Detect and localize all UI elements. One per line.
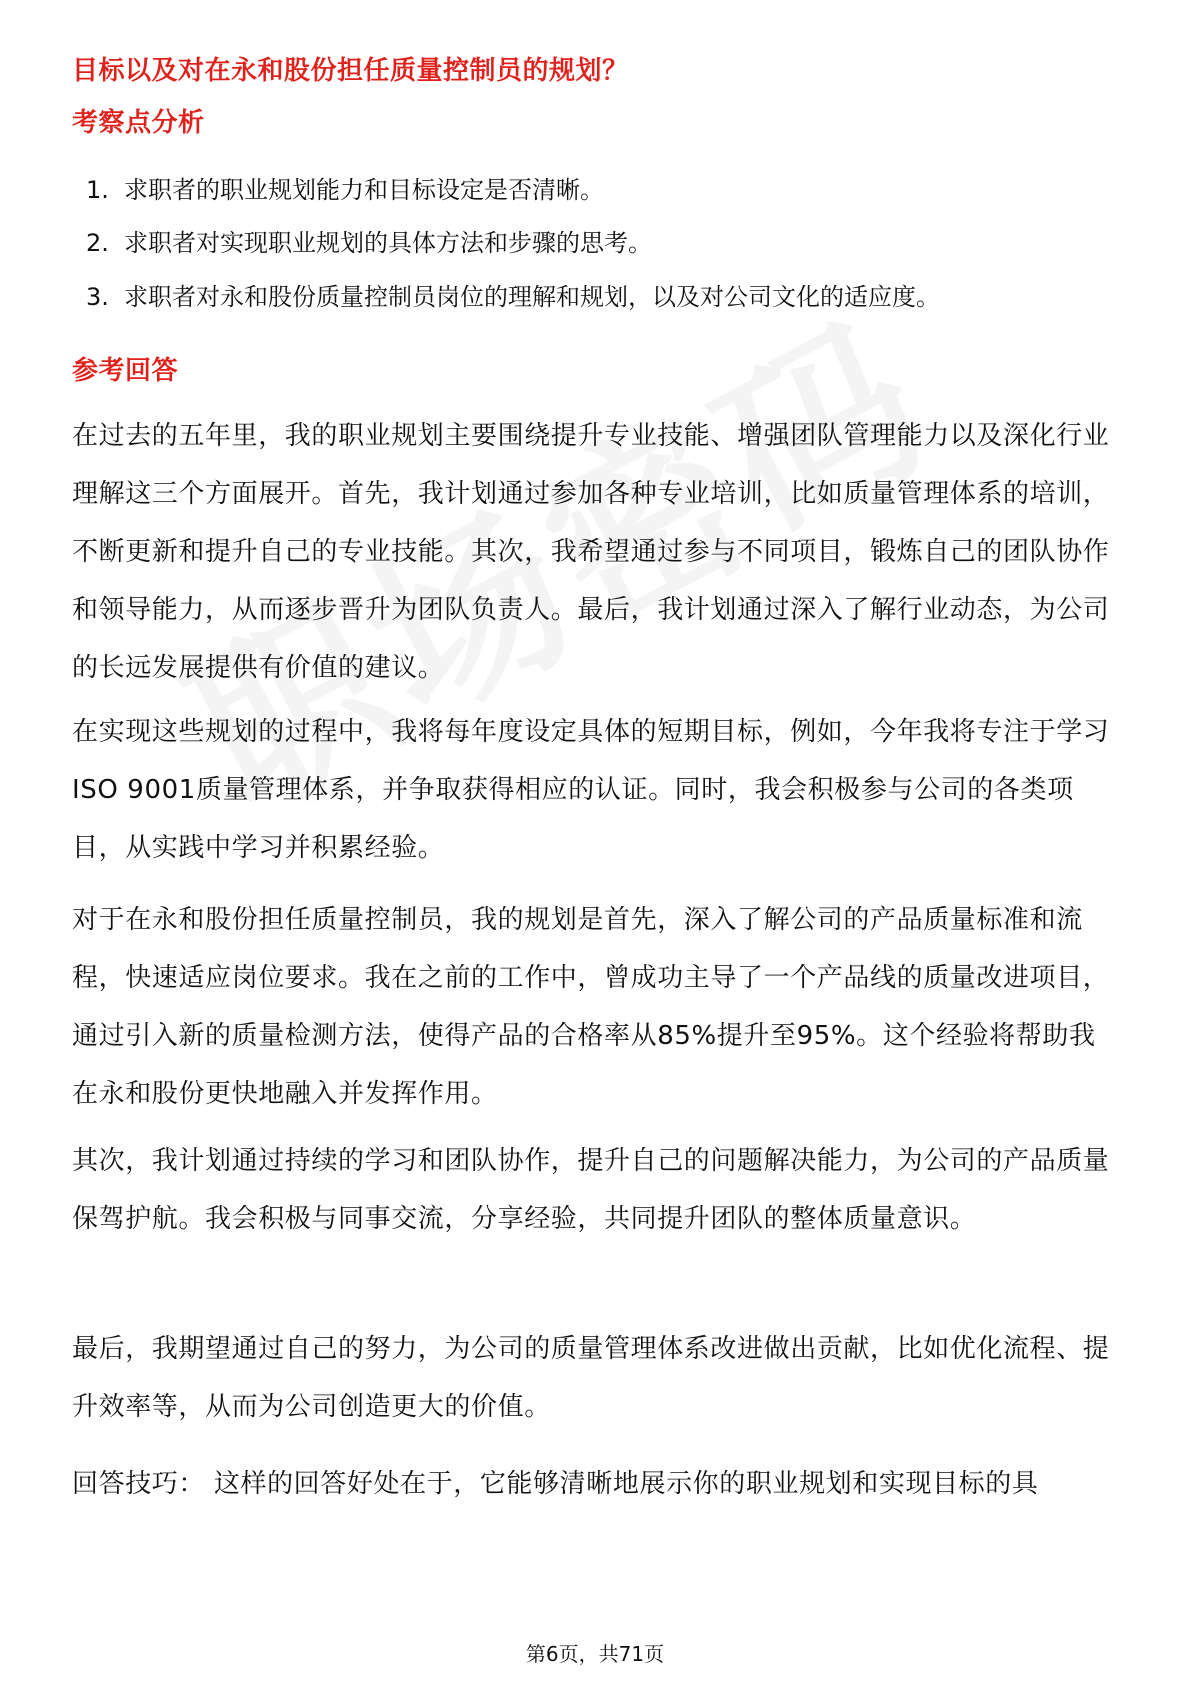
answer-tip-paragraph: 回答技巧： 这样的回答好处在于，它能够清晰地展示你的职业规划和实现目标的具	[72, 1469, 1039, 1499]
answer-heading: 参考回答	[72, 356, 179, 386]
analysis-item-text: 求职者对永和股份质量控制员岗位的理解和规划，以及对公司文化的适应度。	[124, 283, 940, 311]
analysis-item	[86, 280, 940, 314]
answer-paragraph: 其次，我计划通过持续的学习和团队协作，提升自己的问题解决能力，为公司的产品质量保驾护航。我会积极与同事交流，分享经验，共同提升团队的整体质量意识。	[72, 1146, 1110, 1234]
analysis-item-number: 2.	[86, 229, 109, 257]
analysis-item-text: 求职者对实现职业规划的具体方法和步骤的思考。	[124, 229, 652, 257]
analysis-item-number: 1.	[86, 176, 109, 204]
analysis-item-number: 3.	[86, 283, 109, 311]
answer-paragraph: 对于在永和股份担任质量控制员，我的规划是首先，深入了解公司的产品质量标准和流程，快速适应岗位要求。我在之前的工作中，曾成功主导了一个产品线的质量改进项目，通过引入新的质量检测方法，使得产品的合格率从85%提升至95%。这个经验将帮助我在永和股份更快地融入并发挥作用。	[72, 905, 1110, 1109]
answer-paragraph: 在实现这些规划的过程中，我将每年度设定具体的短期目标，例如，今年我将专注于学习ISO 9001质量管理体系，并争取获得相应的认证。同时，我会积极参与公司的各类项目，从实践中学习并积累经验。	[72, 717, 1110, 863]
analysis-item-text: 求职者的职业规划能力和目标设定是否清晰。	[124, 176, 604, 204]
analysis-item	[86, 173, 604, 207]
question-title: 目标以及对在永和股份担任质量控制员的规划？	[72, 56, 629, 86]
page-footer: 第6页，共71页	[525, 1642, 665, 1666]
analysis-heading: 考察点分析	[72, 108, 205, 138]
answer-paragraph: 最后，我期望通过自己的努力，为公司的质量管理体系改进做出贡献，比如优化流程、提升效率等，从而为公司创造更大的价值。	[72, 1334, 1110, 1422]
analysis-item	[86, 226, 652, 260]
answer-paragraph: 在过去的五年里，我的职业规划主要围绕提升专业技能、增强团队管理能力以及深化行业理解这三个方面展开。首先，我计划通过参加各种专业培训，比如质量管理体系的培训，不断更新和提升自己的专业技能。其次，我希望通过参与不同项目，锻炼自己的团队协作和领导能力，从而逐步晋升为团队负责人。最后，我计划通过深入了解行业动态，为公司的长远发展提供有价值的建议。	[72, 421, 1110, 683]
